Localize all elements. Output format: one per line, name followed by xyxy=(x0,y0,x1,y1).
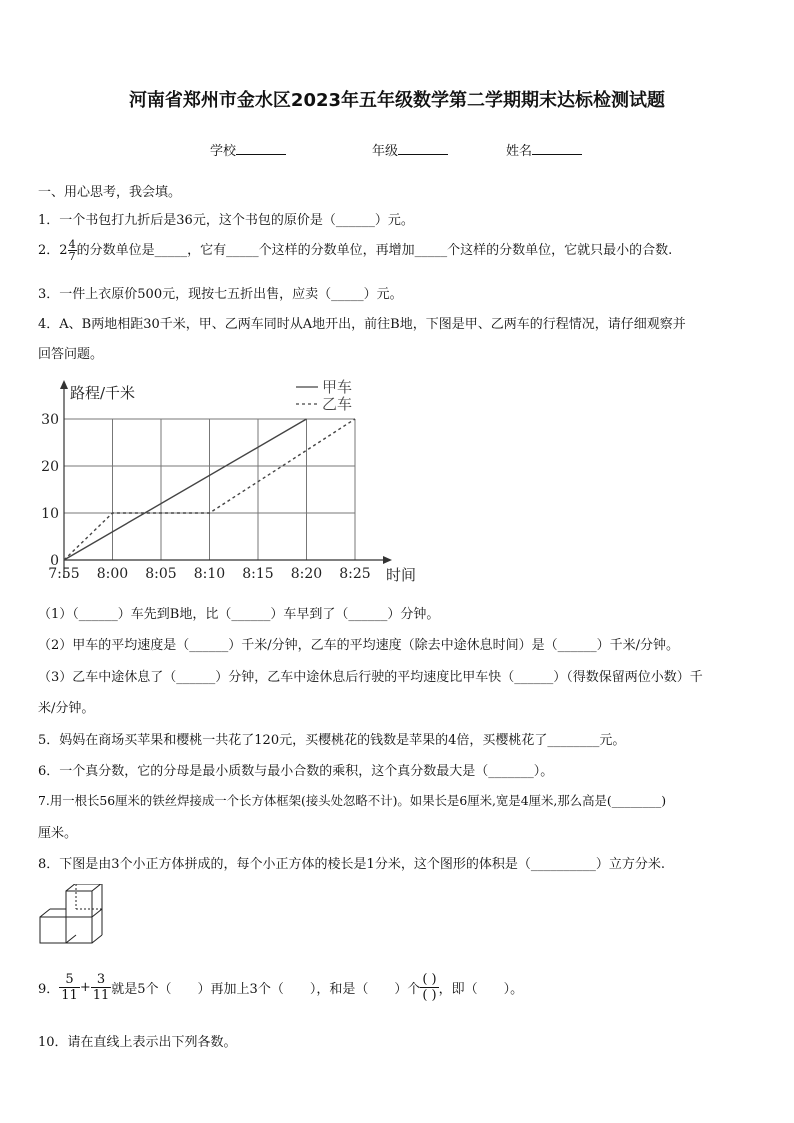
chart-ticks xyxy=(41,412,371,582)
question-1: 1．一个书包打九折后是36元，这个书包的原价是（______）元。 xyxy=(38,213,414,228)
question-7-line-1: 7.用一根长56厘米的铁丝焊接成一个长方体框架(接头处忽略不计)。如果长是6厘米,宽是4厘米,那么高是(________) xyxy=(38,793,667,808)
school-field xyxy=(210,140,286,159)
y-tick-label-20: 20 xyxy=(41,459,59,475)
question-8: 8．下图是由3个小正方体拼成的，每个小正方体的棱长是1分米，这个图形的体积是（__________）立方分米. xyxy=(38,857,665,872)
q9-fraction-2 xyxy=(91,972,112,1003)
name-field xyxy=(506,140,582,159)
chart-grid xyxy=(64,419,355,560)
y-tick-label-30: 30 xyxy=(41,412,59,428)
q2-denominator: 7 xyxy=(68,250,76,263)
q9-plus: + xyxy=(79,980,91,995)
q2-fraction xyxy=(68,239,77,262)
school-label: 学校 xyxy=(210,144,237,159)
q9-f1-denominator: 11 xyxy=(61,988,78,1003)
q2-prefix: 2． xyxy=(38,243,60,258)
grade-field xyxy=(372,140,448,159)
q2-numerator: 4 xyxy=(68,238,76,251)
q9-blank-fraction[interactable] xyxy=(420,972,438,1003)
question-4-sub-2: （2）甲车的平均速度是（______）千米/分钟，乙车的平均速度（除去中途休息时间）是（______）千米/分钟。 xyxy=(38,638,680,653)
x-tick-label-4: 8:15 xyxy=(242,566,274,582)
y-tick-label-0: 0 xyxy=(50,553,59,569)
q2-whole: 2 xyxy=(59,243,68,258)
q9-text-2: ，即（ ）。 xyxy=(438,982,524,997)
question-9 xyxy=(38,972,523,1003)
x-axis-label: 时间 xyxy=(386,566,417,584)
grade-label: 年级 xyxy=(372,144,399,159)
legend-label-jia: 甲车 xyxy=(322,378,353,396)
name-label: 姓名 xyxy=(506,144,533,159)
q2-text: 的分数单位是_____，它有_____个这样的分数单位，再增加_____个这样的分数单位，它就只最小的合数. xyxy=(76,243,673,258)
chart-legend xyxy=(296,378,352,413)
cubes-figure xyxy=(36,884,108,950)
q9-blank-denominator: ( ) xyxy=(422,988,437,1003)
q9-f2-denominator: 11 xyxy=(92,988,110,1003)
q9-prefix: 9． xyxy=(38,982,60,997)
x-tick-label-0: 7:55 xyxy=(48,566,80,582)
distance-time-chart xyxy=(30,378,430,590)
question-4-sub-3-line-2: 米/分钟。 xyxy=(38,701,95,716)
question-4-line-1: 4．A、B两地相距30千米，甲、乙两车同时从A地开出，前往B地，下图是甲、乙两车的行程情况，请仔细观察并 xyxy=(38,317,686,332)
x-tick-label-5: 8:20 xyxy=(290,566,323,582)
question-6: 6．一个真分数，它的分母是最小质数与最小合数的乘积，这个真分数最大是（_______）。 xyxy=(38,764,554,779)
legend-label-yi: 乙车 xyxy=(322,395,353,413)
q9-fraction-1 xyxy=(59,972,80,1003)
q9-text-1: 就是5个（ ）再加上3个（ ），和是（ ）个 xyxy=(111,982,421,997)
page-title: 河南省郑州市金水区2023年五年级数学第二学期期末达标检测试题 xyxy=(128,90,666,111)
name-blank[interactable] xyxy=(532,140,582,155)
question-2 xyxy=(38,239,672,262)
question-7-line-2: 厘米。 xyxy=(38,826,78,841)
x-tick-label-6: 8:25 xyxy=(339,566,371,582)
school-blank[interactable] xyxy=(236,140,286,155)
y-axis-arrow xyxy=(60,380,68,389)
y-tick-label-10: 10 xyxy=(41,506,59,522)
question-4-line-2: 回答问题。 xyxy=(38,347,104,362)
q9-blank-numerator: ( ) xyxy=(422,972,437,987)
section-heading: 一、用心思考，我会填。 xyxy=(38,185,182,200)
q9-f1-numerator: 5 xyxy=(59,972,80,988)
x-tick-label-2: 8:05 xyxy=(145,566,177,582)
question-4-sub-3-line-1: （3）乙车中途休息了（______）分钟，乙车中途休息后行驶的平均速度比甲车快（______）（得数保留两位小数）千 xyxy=(38,670,703,685)
x-tick-label-3: 8:10 xyxy=(193,566,226,582)
series-line-0 xyxy=(64,419,307,560)
question-3: 3．一件上衣原价500元，现按七五折出售，应卖（_____）元。 xyxy=(38,287,403,302)
question-4-sub-1: （1）（______）车先到B地，比（______）车早到了（______）分钟。 xyxy=(38,607,440,622)
x-tick-label-1: 8:00 xyxy=(96,566,129,582)
y-axis-label: 路程/千米 xyxy=(70,384,136,402)
question-10: 10．请在直线上表示出下列各数。 xyxy=(38,1035,237,1050)
q9-f2-numerator: 3 xyxy=(91,972,112,988)
grade-blank[interactable] xyxy=(398,140,448,155)
x-axis-arrow xyxy=(383,556,392,564)
question-5: 5．妈妈在商场买苹果和樱桃一共花了120元，买樱桃花的钱数是苹果的4倍，买樱桃花了________元。 xyxy=(38,733,626,748)
